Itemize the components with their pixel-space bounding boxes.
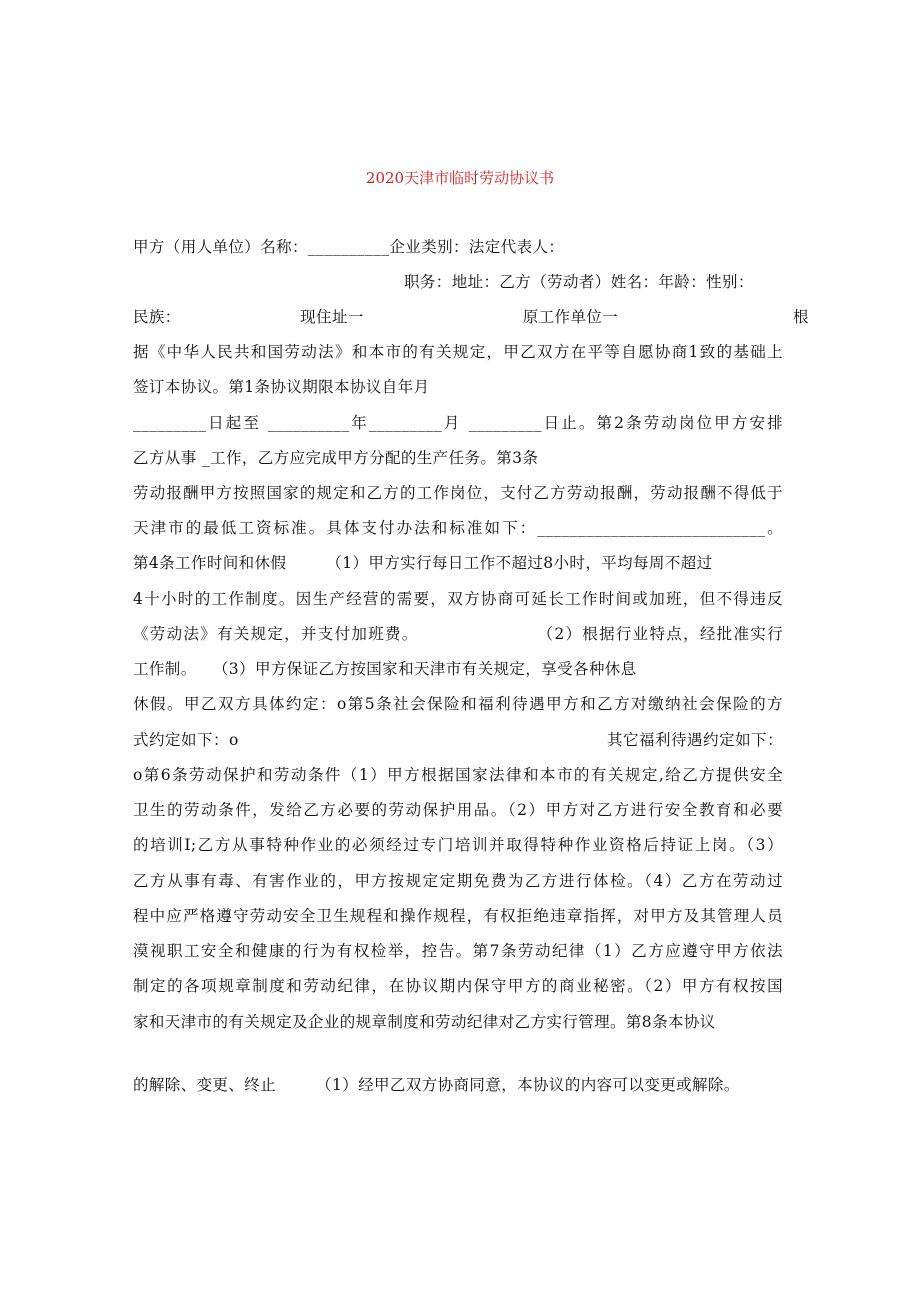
doc-line: 天津市的最低工资标准。具体支付办法和标准如下：____________________________。 — [133, 519, 783, 537]
doc-line: 的解除、变更、终止 （1）经甲乙双方协商同意，本协议的内容可以变更或解除。 — [133, 1076, 740, 1094]
doc-line: 制定的各项规章制度和劳动纪律，在协议期内保守甲方的商业秘密。（2）甲方有权按国 — [133, 977, 783, 995]
doc-line: 4十小时的工作制度。因生产经营的需要，双方协商可延长工作时间或加班，但不得违反 — [133, 590, 783, 608]
doc-line: 的培训I;乙方从事特种作业的必须经过专门培训并取得特种作业资格后持证上岗。（3） — [133, 836, 783, 854]
doc-line: 劳动报酬甲方按照国家的规定和乙方的工作岗位，支付乙方劳动报酬，劳动报酬不得低于 — [133, 484, 783, 502]
doc-line: 卫生的劳动条件，发给乙方必要的劳动保护用品。（2）甲方对乙方进行安全教育和必要 — [133, 801, 783, 819]
doc-line: 甲方（用人单位）名称：__________企业类别：法定代表人： — [133, 238, 565, 256]
doc-line: o第6条劳动保护和劳动条件（1）甲方根据国家法律和本市的有关规定,给乙方提供安全 — [133, 766, 783, 784]
doc-line: 职务：地址：乙方（劳动者）姓名：年龄：性别： — [404, 273, 754, 291]
doc-line: 工作制。 （3）甲方保证乙方按国家和天津市有关规定，享受各种休息 — [133, 660, 637, 678]
doc-line: 第4条工作时间和休假 （1）甲方实行每日工作不超过8小时，平均每周不超过 — [133, 554, 713, 572]
doc-line: 民族： 现住址一 原工作单位一 根 — [133, 308, 809, 326]
doc-line: 家和天津市的有关规定及企业的规章制度和劳动纪律对乙方实行管理。第8条本协议 — [133, 1013, 716, 1031]
doc-line: 漠视职工安全和健康的行为有权检举，控告。第7条劳动纪律（1）乙方应遵守甲方依法 — [133, 942, 783, 960]
doc-line: _________日起至 __________年_________月 _________日止。第2条劳动岗位甲方安排 — [133, 414, 783, 432]
doc-line: 据《中华人民共和国劳动法》和本市的有关规定，甲乙双方在平等自愿协商1致的基础上 — [133, 343, 783, 361]
doc-line: 乙方从事 _工作，乙方应完成甲方分配的生产任务。第3条 — [133, 449, 539, 467]
doc-line: 程中应严格遵守劳动安全卫生规程和操作规程，有权拒绝违章指挥，对甲方及其管理人员 — [133, 907, 783, 925]
doc-line: 《劳动法》有关规定，并支付加班费。 （2）根据行业特点，经批准实行 — [133, 625, 783, 643]
page-title: 2020天津市临时劳动协议书 — [365, 169, 555, 187]
doc-line: 签订本协议。第1条协议期限本协议自年月 — [133, 378, 430, 396]
doc-line: 式约定如下：o 其它福利待遇约定如下： — [133, 731, 783, 749]
doc-line: 休假。甲乙双方具体约定：o第5条社会保险和福利待遇甲方和乙方对缴纳社会保险的方 — [133, 695, 783, 713]
doc-line: 乙方从事有毒、有害作业的，甲方按规定定期免费为乙方进行体检。（4）乙方在劳动过 — [133, 872, 783, 890]
